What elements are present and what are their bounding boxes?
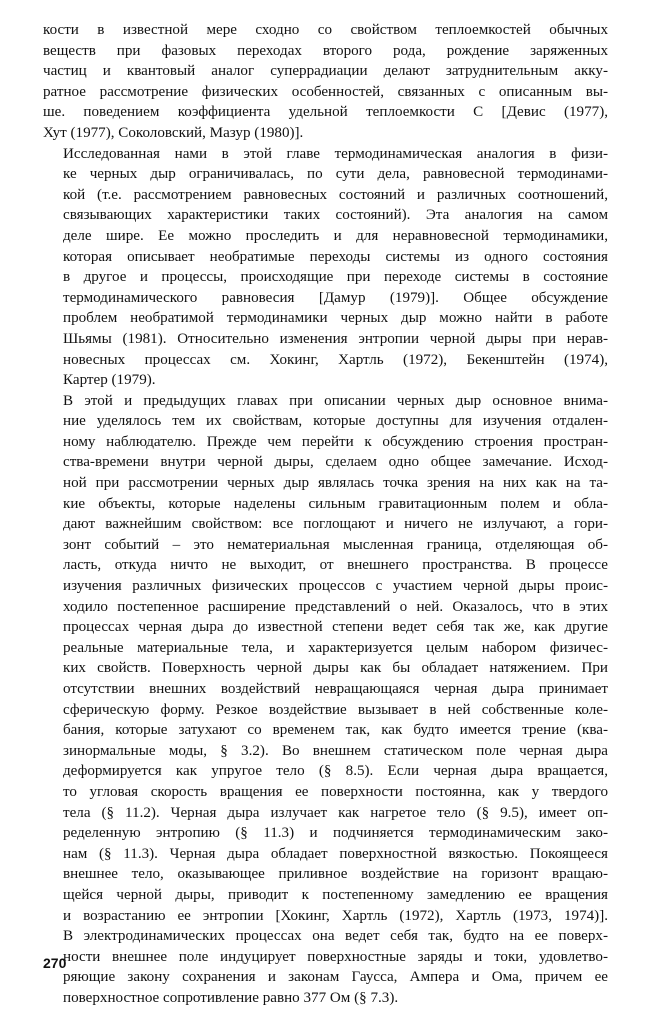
text-line: бания, которые затухают со временем так, как будто имеется трение (ква- (63, 722, 608, 739)
text-line: деформируется как упругое тело (§ 8.5). Если черная дыра вращается, (63, 763, 608, 780)
text-line: поверхностное сопротивление равно 377 Ом (§ 7.3). (63, 989, 399, 1006)
text-line: ше. поведением коэффициента удельной теплоемкости C [Девис (1977), (43, 104, 608, 121)
text-line: В этой и предыдущих главах при описании черных дыр основное внима- (63, 392, 608, 409)
text-line: внешнее тело, оказывающее приливное воздействие на горизонт вращаю- (63, 866, 608, 883)
text-line: и возрастанию ее энтропии [Хокинг, Хартль (1972), Хартль (1973, 1974)]. (63, 907, 608, 924)
text-line: ходило постепенное расширение представлений о ней. Оказалось, что в этих (63, 598, 608, 615)
text-line: кости в известной мере сходно со свойством теплоемкостей обычных (43, 22, 608, 38)
text-line: веществ при фазовых переходах второго рода, рождение заряженных (43, 42, 608, 59)
paragraph (43, 20, 608, 144)
text-line: зинормальные моды, § 3.2). Во внешнем статическом поле черная дыра (63, 742, 608, 759)
text-line: изучения различных физических процессов с участием черной дыры проис- (63, 578, 608, 595)
text-line: щейся черной дыры, приводит к постепенному замедлению ее вращения (63, 886, 608, 903)
text-line: кие объекты, которые наделены сильным гравитационным полем и обла- (63, 495, 608, 512)
text-line: тела (§ 11.2). Черная дыра излучает как нагретое тело (§ 9.5), имеет оп- (63, 804, 608, 821)
text-line: то угловая скорость вращения ее поверхности постоянна, как у твердого (63, 783, 608, 800)
text-line: частиц и квантовый аналог суперрадиации делают затруднительным акку- (43, 63, 608, 80)
text-line: ласть, откуда ничто не выходит, от внешнего пространства. В процессе (63, 557, 608, 574)
text-line: отсутствии внешних воздействий невращающаяся черная дыра принимает (63, 681, 608, 697)
text-line: нам (§ 11.3). Черная дыра обладает поверхностной вязкостью. Покоящееся (63, 845, 608, 862)
text-line: Картер (1979). (63, 372, 156, 389)
text-line: проблем необратимой термодинамики черных дыр можно найти в работе (63, 310, 608, 327)
text-line: ких свойств. Поверхность черной дыры как бы обладает натяжением. При (63, 660, 608, 677)
text-line: процессах черная дыра до известной степени ведет себя так же, как другие (63, 619, 608, 636)
text-line: ке черных дыр ограничивалась, по сути дела, равновесной термодинами- (63, 166, 608, 183)
text-line: которая описывает необратимые переходы системы из одного состояния (63, 248, 608, 265)
text-line: ние уделялось тем их свойствам, которые доступны для изучения отдален- (63, 413, 608, 430)
text-line: зонт событий – это нематериальная мысленная граница, отделяющая об- (63, 536, 608, 553)
text-line: связывающих характеристики таких состояний). Эта аналогия на самом (63, 207, 608, 224)
paragraph (43, 144, 608, 391)
text-line: сферическую форму. Резкое воздействие вызывает в ней собственные коле- (63, 701, 608, 718)
page-number: 270 (43, 955, 67, 971)
text-line: реальные материальные тела, и характеризуется целым набором физичес- (63, 639, 608, 656)
page-body-text (43, 20, 608, 1009)
text-line: ной при рассмотрении черных дыр являлась точка зрения на них как на та- (63, 475, 608, 492)
text-line: деле шире. Ее можно проследить и для неравновесной термодинамики, (63, 227, 608, 244)
text-line: новесных процессах см. Хокинг, Хартль (1972), Бекенштейн (1974), (63, 351, 608, 368)
text-line: ному наблюдателю. Прежде чем перейти к обсуждению строения простран- (63, 433, 608, 450)
text-line: термодинамического равновесия [Дамур (1979)]. Общее обсуждение (63, 289, 608, 306)
text-line: ности внешнее поле индуцирует поверхностные заряды и токи, удовлетво- (63, 948, 608, 965)
text-line: ряющие закону сохранения и законам Гаусса, Ампера и Ома, причем ее (63, 969, 608, 986)
text-line: ределенную энтропию (§ 11.3) и подчиняется термодинамическим зако- (63, 825, 608, 842)
text-line: кой (т.е. рассмотрением равновесных состояний и различных соотношений, (63, 186, 608, 203)
text-line: Хут (1977), Соколовский, Мазур (1980)]. (43, 124, 304, 141)
text-line: Исследованная нами в этой главе термодинамическая аналогия в физи- (63, 145, 608, 162)
text-line: В электродинамических процессах она ведет себя так, будто на ее поверх- (63, 928, 608, 945)
text-line: Шьямы (1981). Относительно изменения энтропии черной дыры при нерав- (63, 330, 608, 347)
text-line: ратное рассмотрение физических особенностей, связанных с описанным вы- (43, 83, 608, 100)
text-line: ства-времени внутри черной дыры, сделаем одно общее замечание. Исход- (63, 454, 608, 471)
text-line: дают важнейшим свойством: все поглощают и ничего не излучают, а гори- (63, 516, 608, 533)
text-line: в другое и процессы, происходящие при переходе системы в состояние (63, 269, 608, 286)
paragraph (43, 391, 608, 1009)
